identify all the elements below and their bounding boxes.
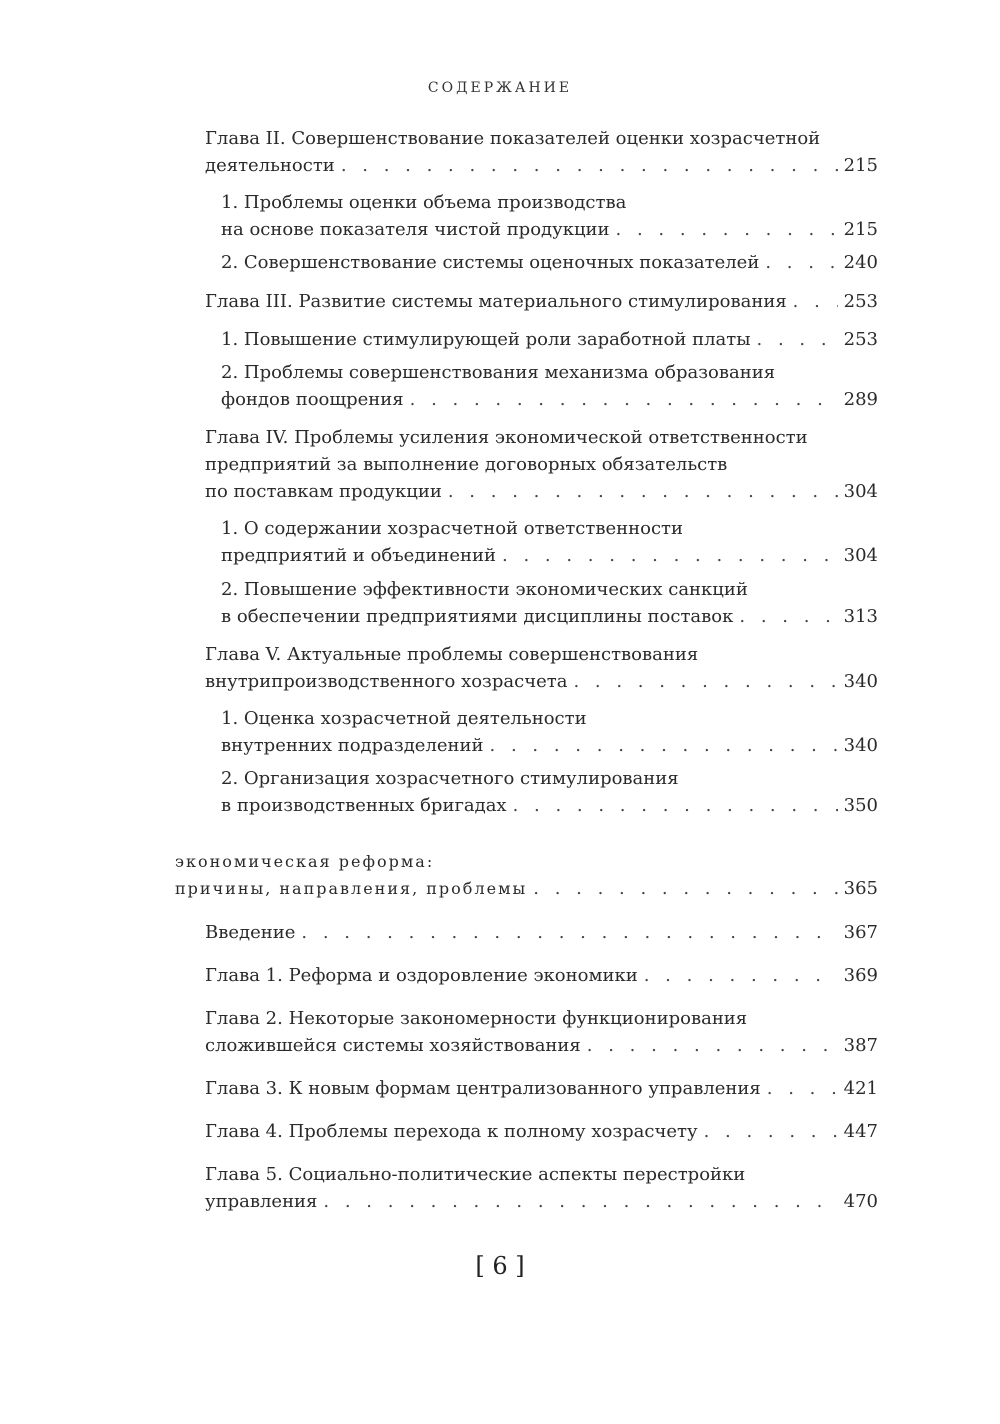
leader-dots xyxy=(323,1188,837,1215)
page-number: 304 xyxy=(843,481,878,502)
page-number: 215 xyxy=(843,155,878,176)
toc-entry-introduction xyxy=(205,919,878,946)
toc-entry-line: Глава 3. К новым формам централизованного управления xyxy=(205,1078,761,1099)
toc-entry-section xyxy=(221,189,878,243)
toc-entry-part xyxy=(175,848,878,902)
toc-entry-line: Введение xyxy=(205,922,296,943)
toc-entry-line: Глава IV. Проблемы усиления экономической ответственности xyxy=(205,427,808,448)
leader-dots xyxy=(616,216,838,243)
toc-entry-chapter-4b xyxy=(205,1118,878,1145)
toc-entry-line: Глава III. Развитие системы материального стимулирования xyxy=(205,291,787,312)
toc-entry-line: в производственных бригадах xyxy=(221,795,507,816)
leader-dots xyxy=(739,603,837,630)
toc-entry-line: 1. Оценка хозрасчетной деятельности xyxy=(221,708,587,729)
toc-entry-line: Глава 5. Социально-политические аспекты перестройки xyxy=(205,1164,746,1185)
toc-entry-line: на основе показателя чистой продукции xyxy=(221,219,610,240)
leader-dots xyxy=(573,668,837,695)
toc-entry-line: 1. О содержании хозрасчетной ответственности xyxy=(221,518,683,539)
page-number: 421 xyxy=(843,1078,878,1099)
page-number: 365 xyxy=(843,878,878,899)
leader-dots xyxy=(301,919,837,946)
toc-entry-line: Глава 4. Проблемы перехода к полному хозрасчету xyxy=(205,1121,698,1142)
running-head: СОДЕРЖАНИЕ xyxy=(427,80,573,96)
toc-entry-chapter-2 xyxy=(205,125,878,179)
toc-entry-chapter-1 xyxy=(205,962,878,989)
leader-dots xyxy=(448,478,838,505)
toc-entry-line: Глава 2. Некоторые закономерности функционирования xyxy=(205,1008,748,1029)
leader-dots xyxy=(533,875,837,902)
leader-dots xyxy=(765,249,837,276)
leader-dots xyxy=(704,1118,838,1145)
toc-entry-line: внутрипроизводственного хозрасчета xyxy=(205,671,568,692)
toc-entry-chapter-5 xyxy=(205,641,878,695)
toc-entry-line: экономическая реформа: xyxy=(175,852,435,871)
toc-entry-section xyxy=(221,249,878,276)
toc-entry-chapter-5b xyxy=(205,1161,878,1215)
toc-entry-section xyxy=(221,359,878,413)
leader-dots xyxy=(341,152,838,179)
page-number: 215 xyxy=(843,219,878,240)
toc-entry-line: 2. Совершенствование системы оценочных показателей xyxy=(221,252,760,273)
toc-entry-line: Глава II. Совершенствование показателей оценки хозрасчетной xyxy=(205,128,821,149)
toc-entry-line: деятельности xyxy=(205,155,335,176)
page-number: 369 xyxy=(843,965,878,986)
toc-entry-chapter-2b xyxy=(205,1005,878,1059)
page-number: 367 xyxy=(843,922,878,943)
toc-entry-line: 2. Повышение эффективности экономических санкций xyxy=(221,579,748,600)
leader-dots xyxy=(490,732,838,759)
toc-entry-chapter-4 xyxy=(205,424,878,505)
leader-dots xyxy=(410,386,838,413)
page-number: 387 xyxy=(843,1035,878,1056)
toc-entry-section xyxy=(221,576,878,630)
toc-entry-line: 2. Проблемы совершенствования механизма образования xyxy=(221,362,776,383)
toc-entry-line: 1. Проблемы оценки объема производства xyxy=(221,192,627,213)
toc-entry-section xyxy=(221,765,878,819)
toc-entry-section xyxy=(221,326,878,353)
page-folio: [ 6 ] xyxy=(475,1252,525,1280)
leader-dots xyxy=(502,542,838,569)
leader-dots xyxy=(793,288,838,315)
toc-entry-line: предприятий и объединений xyxy=(221,545,497,566)
toc-entry-line: 1. Повышение стимулирующей роли заработной платы xyxy=(221,329,751,350)
toc-entry-line: Глава 1. Реформа и оздоровление экономики xyxy=(205,965,638,986)
page-number: 304 xyxy=(843,545,878,566)
page-number: 340 xyxy=(843,671,878,692)
leader-dots xyxy=(767,1075,838,1102)
toc-entry-line: фондов поощрения xyxy=(221,389,404,410)
toc-entry-line: управления xyxy=(205,1191,318,1212)
toc-entry-section xyxy=(221,705,878,759)
toc-entry-line: по поставкам продукции xyxy=(205,481,442,502)
toc-entry-line: причины, направления, проблемы xyxy=(175,879,528,898)
page-number: 253 xyxy=(843,329,878,350)
leader-dots xyxy=(757,326,838,353)
page-number: 253 xyxy=(843,291,878,312)
toc-entry-chapter-3 xyxy=(205,288,878,315)
leader-dots xyxy=(587,1032,838,1059)
page-number: 340 xyxy=(843,735,878,756)
page-number: 313 xyxy=(843,606,878,627)
toc-entry-line: в обеспечении предприятиями дисциплины поставок xyxy=(221,606,734,627)
toc-entry-line: 2. Организация хозрасчетного стимулирования xyxy=(221,768,679,789)
toc-entry-line: предприятий за выполнение договорных обязательств xyxy=(205,454,728,475)
toc-entry-line: Глава V. Актуальные проблемы совершенствования xyxy=(205,644,699,665)
page-number: 447 xyxy=(843,1121,878,1142)
page-number: 470 xyxy=(843,1191,878,1212)
page-number: 289 xyxy=(843,389,878,410)
toc-entry-chapter-3b xyxy=(205,1075,878,1102)
toc-entry-line: внутренних подразделений xyxy=(221,735,484,756)
leader-dots xyxy=(644,962,838,989)
toc-entry-line: сложившейся системы хозяйствования xyxy=(205,1035,581,1056)
page-number: 240 xyxy=(843,252,878,273)
leader-dots xyxy=(513,792,838,819)
toc-entry-section xyxy=(221,515,878,569)
page-number: 350 xyxy=(843,795,878,816)
